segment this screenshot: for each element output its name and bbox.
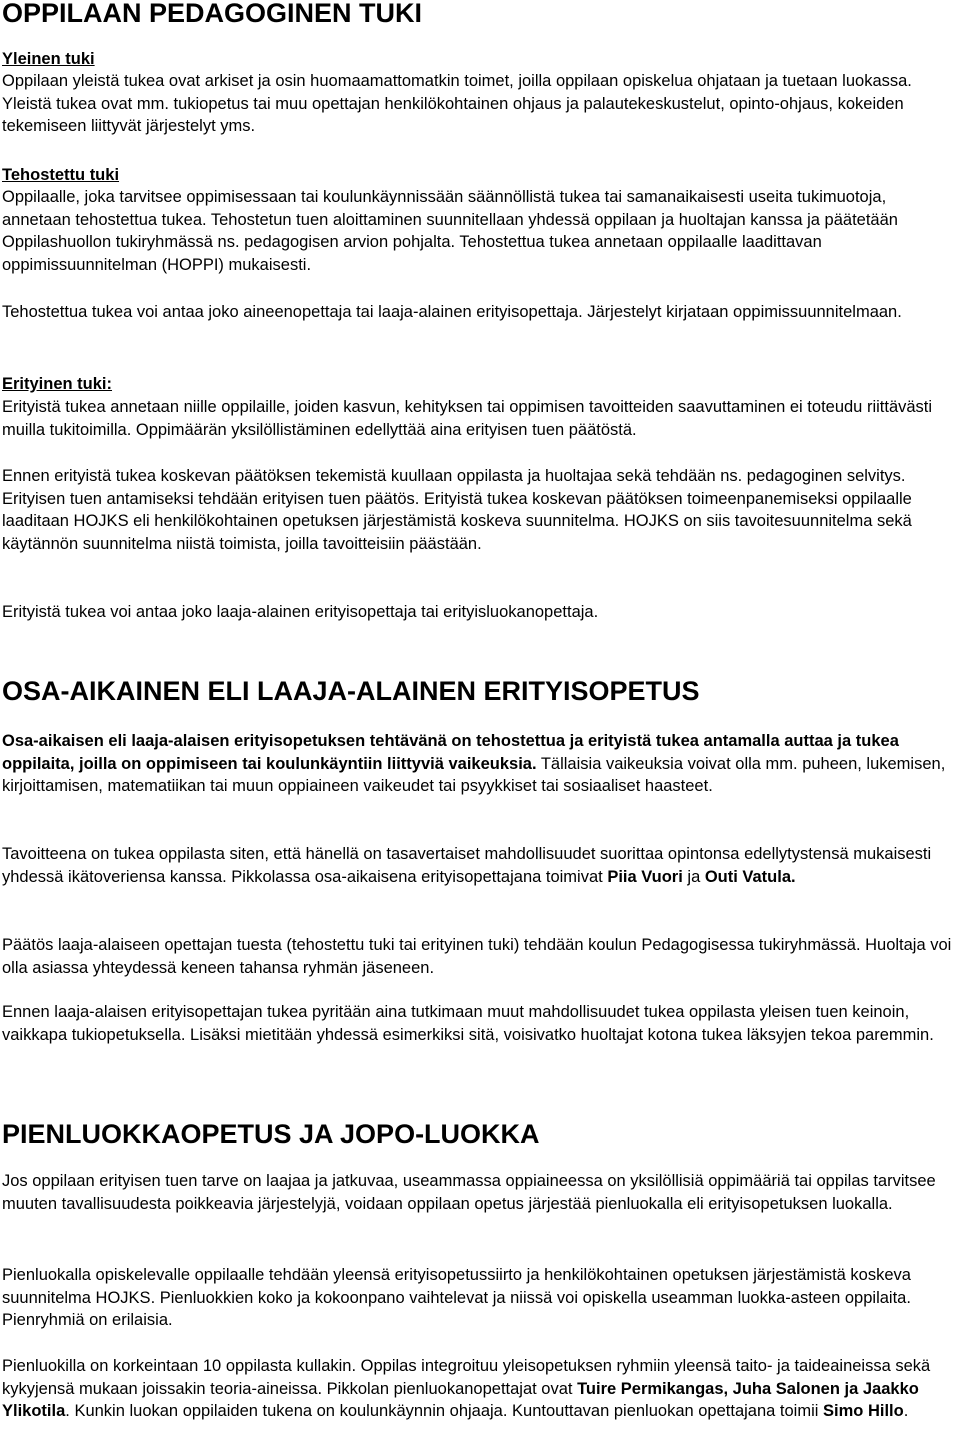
- section-title-pienluokka: PIENLUOKKAOPETUS JA JOPO-LUOKKA: [2, 1119, 540, 1149]
- teacher-name-simo: Simo Hillo: [823, 1402, 904, 1420]
- paragraph-pienluokka-teachers: [2, 1355, 958, 1423]
- goal-text: Tavoitteena on tukea oppilasta siten, että hänellä on tasavertaiset mahdollisuudet suorittaa opintonsa edellytystensä mukaisesti yhdessä ikätoveriensa kanssa. Pikkolassa osa-aikaisena erityisopettajana toimivat: [2, 845, 932, 886]
- heading-tehostettu-tuki: Tehostettu tuki: [2, 166, 120, 184]
- intro-rest-text: Tällaisia vaikeuksia voivat olla mm. puheen, lukemisen, kirjoittamisen, matematiikan tai muun oppiaineen vaikeudet tai psyykkiset tai sosiaaliset haasteet.: [2, 754, 946, 795]
- paragraph-laaja-alainen-intro: [2, 730, 958, 798]
- teacher-name-outi: Outi Vatula.: [704, 867, 796, 886]
- paragraph-erityinen-tuki: Erityistä tukea annetaan niille oppilaille, joiden kasvun, kehityksen tai oppimisen tavoitteiden saavuttaminen ei toteudu riittävästi muilla tukitoimilla. Oppimäärän yksilöllistäminen edellyttää aina erityisen tuen päätöstä.: [2, 398, 933, 439]
- teachers-rest-text: . Kunkin luokan oppilaiden tukena on koulunkäynnin ohjaaja. Kuntouttavan pienluokan opettajana toimii: [65, 1402, 824, 1420]
- teachers-end-text: .: [903, 1402, 909, 1420]
- intro-bold-text: Osa-aikaisen eli laaja-alaisen erityisopetuksen tehtävänä on tehostettua ja erityistä tukea antamalla auttaa ja tukea oppilaita, joilla on oppimiseen tai koulunkäyntiin liittyviä vaikeuksia.: [2, 732, 899, 773]
- section-title-laaja-alainen: OSA-AIKAINEN ELI LAAJA-ALAINEN ERITYISOPETUS: [2, 676, 700, 706]
- teacher-names: Tuire Permikangas, Juha Salonen ja Jaakko Ylikotila: [2, 1379, 919, 1420]
- teacher-name-piia: Piia Vuori: [607, 867, 683, 886]
- paragraph-tehostettu-tuki-2: Tehostettua tukea voi antaa joko aineenopettaja tai laaja-alainen erityisopettaja. Järjestelyt kirjataan oppimissuunnitelmaan.: [2, 303, 902, 321]
- paragraph-erityinen-tuki-2: Ennen erityistä tukea koskevan päätöksen tekemistä kuullaan oppilasta ja huoltajaa sekä tehdään ns. pedagoginen selvitys. Erityisen tuen antamiseksi tehdään erityisen tuen päätös. Erityistä tukea koskevan päätöksen toimeenpanemiseksi oppilaalle laaditaan HOJKS eli henkilökohtainen opetuksen järjestämistä koskeva suunnitelma. HOJKS on siis tavoitesuunnitelma sekä käytännön suunnitelma niistä toimista, joilla tavoitteisiin päästään.: [2, 467, 912, 553]
- paragraph-laaja-alainen-goal: [2, 843, 958, 888]
- paragraph-pienluokka-hojks: Pienluokalla opiskelevalle oppilaalle tehdään yleensä erityisopetussiirto ja henkilökohtainen opetuksen järjestämistä koskeva suunnitelma HOJKS. Pienluokkien koko ja kokoonpano vaihtelevat ja niissä voi opiskella useamman luokka-asteen oppilaita. Pienryhmiä on erilaisia.: [2, 1266, 911, 1329]
- conjunction-text: ja: [682, 867, 705, 886]
- paragraph-laaja-alainen-decision: Päätös laaja-alaiseen opettajan tuesta (tehostettu tuki tai erityinen tuki) tehdään koulun Pedagogisessa tukiryhmässä. Huoltaja voi olla asiassa yhteydessä keneen tahansa ryhmän jäseneen.: [2, 936, 952, 977]
- heading-yleinen-tuki: Yleinen tuki: [2, 50, 95, 68]
- paragraph-tehostettu-tuki: Oppilaalle, joka tarvitsee oppimisessaan tai koulunkäynnissään säännöllistä tukea tai samanaikaisesti useita tukimuotoja, annetaan tehostettua tukea. Tehostetun tuen aloittaminen suunnitellaan yhdessä oppilaan ja huoltajan kanssa ja päätetään Oppilashuollon tukiryhmässä ns. pedagogisen arvion pohjalta. Tehostettua tukea annetaan oppilaalle laadittavan oppimissuunnitelman (HOPPI) mukaisesti.: [2, 188, 898, 274]
- paragraph-erityinen-tuki-3: Erityistä tukea voi antaa joko laaja-alainen erityisopettaja tai erityisluokanopettaja.: [2, 603, 599, 621]
- teachers-text: Pienluokilla on korkeintaan 10 oppilasta kullakin. Oppilas integroituu yleisopetuksen ryhmiin yleensä taito- ja taideaineissa sekä kykyjensä mukaan joissakin teoria-aineissa. Pikkolan pienluokanopettajat ovat: [2, 1357, 931, 1398]
- paragraph-pienluokka-intro: Jos oppilaan erityisen tuen tarve on laajaa ja jatkuvaa, useammassa oppiaineessa on yksilöllisiä oppimääriä tai oppilas tarvitsee muuten tavallisuudesta poikkeavia järjestelyjä, voidaan oppilaan opetus järjestää pienluokalla eli erityisopetuksen luokalla.: [2, 1172, 936, 1213]
- section-title-oppilaan-tuki: OPPILAAN PEDAGOGINEN TUKI: [2, 0, 423, 28]
- heading-erityinen-tuki: Erityinen tuki:: [2, 375, 113, 393]
- paragraph-laaja-alainen-before: Ennen laaja-alaisen erityisopettajan tukea pyritään aina tutkimaan muut mahdollisuudet tukea oppilasta yleisen tuen keinoin, vaikkapa tukiopetuksella. Lisäksi mietitään yhdessä esimerkiksi sitä, voisivatko huoltajat kotona tukea läksyjen tekoa paremmin.: [2, 1003, 934, 1044]
- paragraph-yleinen-tuki: Oppilaan yleistä tukea ovat arkiset ja osin huomaamattomatkin toimet, joilla oppilaan opiskelua ohjataan ja tuetaan luokassa. Yleistä tukea ovat mm. tukiopetus tai muu opettajan henkilökohtainen ohjaus ja palautekeskustelut, opinto-ohjaus, kokeiden tekemiseen liittyvät järjestelyt yms.: [2, 72, 912, 135]
